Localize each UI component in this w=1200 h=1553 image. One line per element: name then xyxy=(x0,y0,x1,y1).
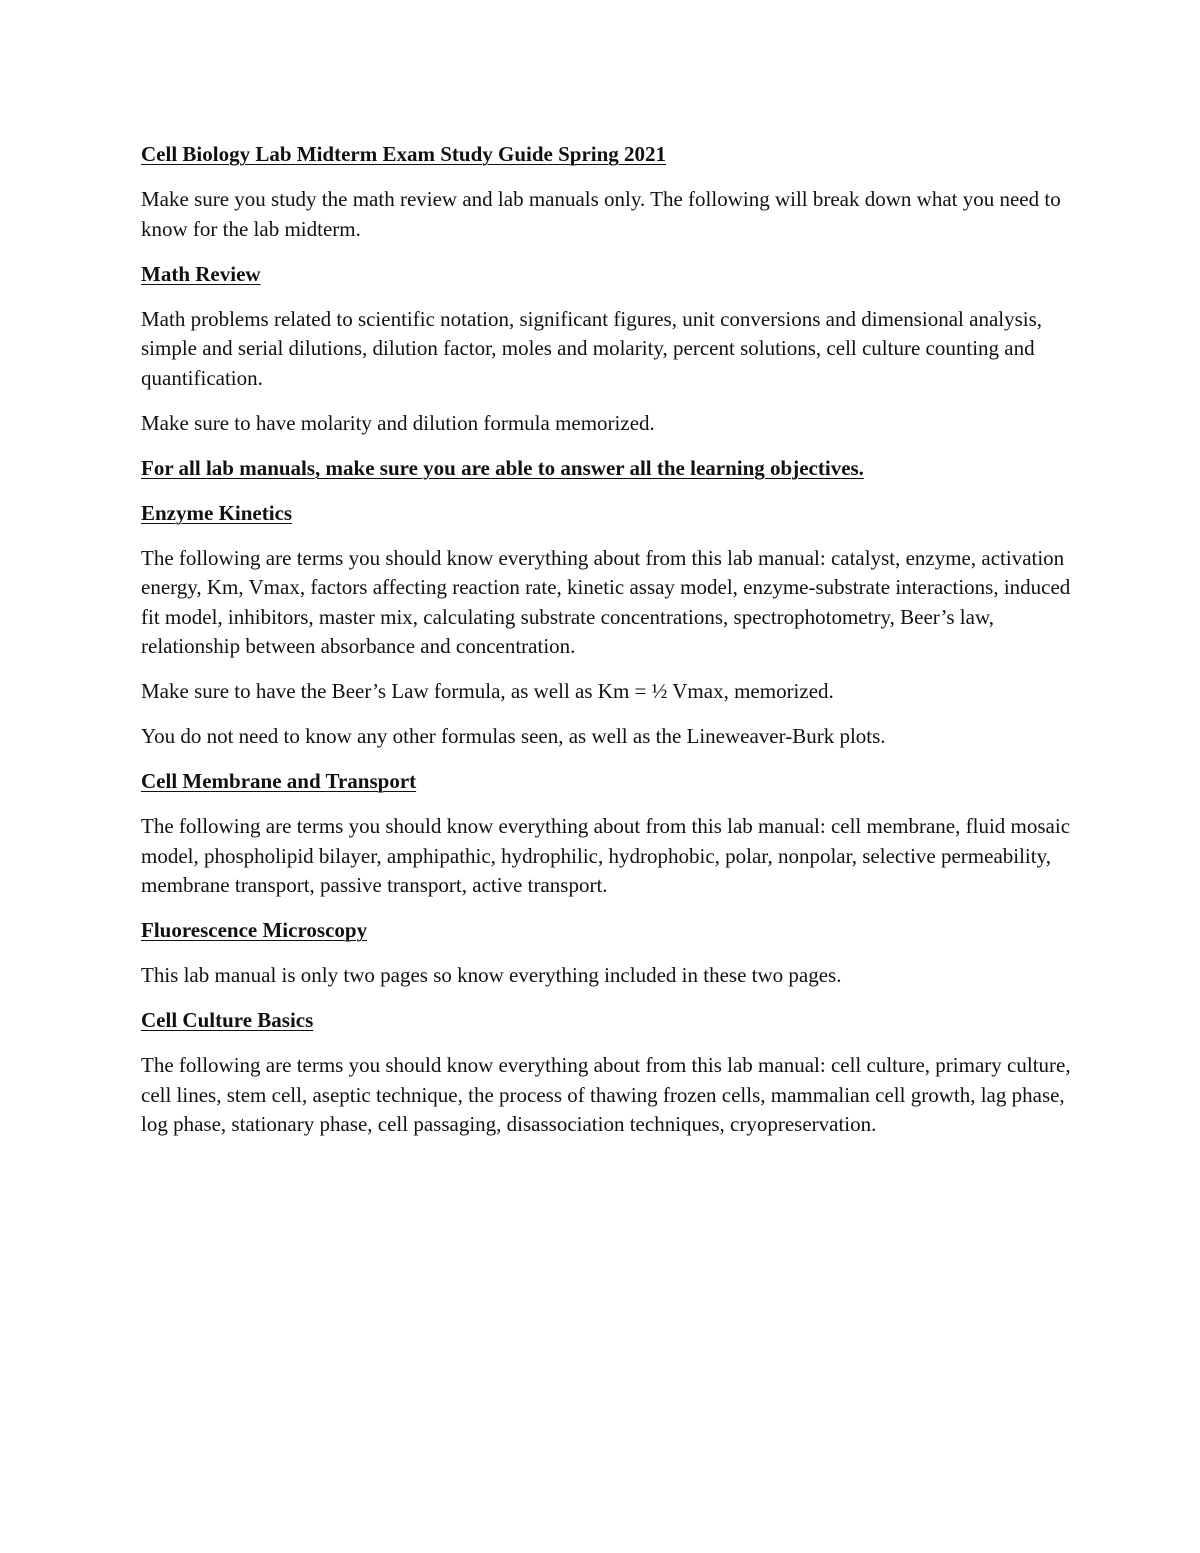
cell-culture-paragraph: The following are terms you should know everything about from this lab manual: cell culture, primary culture, cell lines, stem cell, aseptic technique, the process of thawing frozen cells, mammalian cell growth, lag phase, log phase, stationary phase, cell passaging, disassociation techniques, cryopreservation. xyxy=(141,1053,1071,1136)
math-review-note: Make sure to have molarity and dilution formula memorized. xyxy=(141,410,655,435)
cell-membrane-paragraph: The following are terms you should know everything about from this lab manual: cell membrane, fluid mosaic model, phospholipid bilayer, amphipathic, hydrophilic, hydrophobic, polar, nonpolar, selective permeability, membrane transport, passive transport, active transport. xyxy=(141,814,1071,897)
intro-paragraph: Make sure you study the math review and lab manuals only. The following will break down what you need to know for the lab midterm. xyxy=(141,187,1061,241)
math-review-paragraph: Math problems related to scientific notation, significant figures, unit conversions and dimensional analysis, simple and serial dilutions, dilution factor, moles and molarity, percent solutions, cell culture counting and quantification. xyxy=(141,306,1043,390)
math-review-heading: Math Review xyxy=(141,261,261,286)
enzyme-kinetics-note-formula: Make sure to have the Beer’s Law formula, as well as Km = ½ Vmax, memorized. xyxy=(141,679,834,703)
enzyme-kinetics-note-other: You do not need to know any other formulas seen, as well as the Lineweaver-Burk plots. xyxy=(141,724,886,748)
enzyme-kinetics-paragraph: The following are terms you should know everything about from this lab manual: catalyst, enzyme, activation energy, Km, Vmax, factors affecting reaction rate, kinetic assay model, enzyme-substrate interactions, induced fit model, inhibitors, master mix, calculating substrate concentrations, spectrophotometry, Beer’s law, relationship between absorbance and concentration. xyxy=(141,545,1071,658)
enzyme-kinetics-heading: Enzyme Kinetics xyxy=(141,500,293,525)
fluorescence-heading: Fluorescence Microscopy xyxy=(141,918,368,942)
cell-culture-heading: Cell Culture Basics xyxy=(141,1008,314,1032)
document-title: Cell Biology Lab Midterm Exam Study Guide Spring 2021 xyxy=(141,142,667,166)
document-body xyxy=(141,140,1071,1155)
fluorescence-paragraph: This lab manual is only two pages so know everything included in these two pages. xyxy=(141,963,842,987)
learning-objectives-note: For all lab manuals, make sure you are able to answer all the learning objectives. xyxy=(141,455,864,480)
cell-membrane-heading: Cell Membrane and Transport xyxy=(141,769,417,793)
